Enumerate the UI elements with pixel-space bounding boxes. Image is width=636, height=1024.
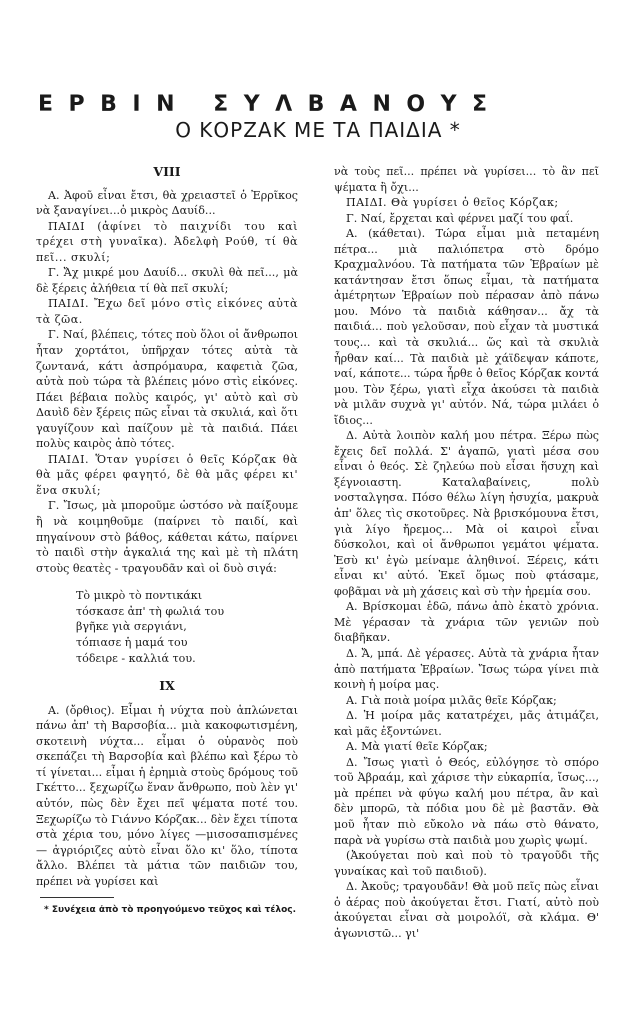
article-title: Ο ΚΟΡΖΑΚ ΜΕ ΤΑ ΠΑΙΔΙΑ * [175, 118, 461, 142]
paragraph: Α. Μὰ γιατί θεῖε Κόρζακ; [346, 740, 488, 754]
paragraph: Γ. Ναί, ἔρχεται καὶ φέρνει μαζί του φαΐ. [346, 211, 574, 225]
paragraph: ΠΑΙΔΙ. Ἔχω δεῖ μόνο στὶς εἰκόνες αὐτὰ τὰ ζῶα. [36, 297, 298, 326]
paragraph: Δ. Ἄ, μπά. Δὲ γέρασες. Αὐτὰ τὰ χνάρια ἦταν ἀπὸ πατήματα Ἑβραίων. Ἴσως τώρα γίνει πιὰ κοινὴ ἡ μοίρα μας. [334, 646, 599, 692]
paragraph: Α. (ὄρθιος). Εἶμαι ἡ νύχτα ποὺ ἁπλώνεται πάνω ἀπ' τὴ Βαρσοβία... μιὰ κακοφωτισμένη, σκοτεινὴ νύχτα... εἶμαι ὁ οὐρανὸς ποὺ σκεπάζει τὴ Βαρσοβία καὶ βλέπω καὶ ξέρω τὸ τί γίνεται... εἶμαι ἡ ἐρημιὰ στοὺς δρόμους τοῦ Γκέττο... ξεχωρίζω ἕναν ἄνθρωπο, ποὺ λὲν γι' αὐτόν, πὼς δὲν ἔχει πεῖ ψέματα ποτέ του. Ξεχωρίζω τὸ Γιάννο Κόρζακ... δὲν ἔχει τίποτα στὰ χέρια του, μόνο λίγες —μισοσαπισμένες— ἀγριόριζες αὐτὸ εἶναι ὅλο κι' ὅλο, τίποτα ἄλλο. Βλέπει τὰ μάτια τῶν παιδιῶν του, πρέπει νὰ γυρίσει καὶ [36, 703, 298, 888]
paragraph: Γ. Ναί, βλέπεις, τότες ποὺ ὅλοι οἱ ἄνθρωποι ἦταν χορτάτοι, ὑπῆρχαν τότες αὐτὰ τὰ ζωντανά, κάτι ἀσπρόμαυρα, καφετιὰ ζῶα, αὐτὰ ποὺ τώρα τὰ βλέπεις μόνο στὶς εἰκόνες. Πάει βέβαια πολὺς καιρός, γι' αὐτὸ καὶ σὺ Δαυὶδ δὲν ξέρεις πῶς εἶναι τὰ σκυλιά, καὶ ὅτι γαυγίζουν καὶ παίζουν μὲ τὰ παιδιά. Πάει πολὺς καιρὸς ἀπὸ τότες. [36, 328, 298, 451]
paragraph: Α. Γιὰ ποιὰ μοίρα μιλᾶς θεῖε Κόρζακ; [346, 693, 557, 707]
paragraph: ΠΑΙΔΙ (ἀφίνει τὸ παιχνίδι του καὶ τρέχει στὴ γυναῖκα). Ἀδελφὴ Ρούθ, τί θὰ πεῖ... σκυλί; [36, 219, 298, 264]
verse-line: Τὸ μικρὸ τὸ ποντικάκι [76, 589, 203, 603]
section-heading-viii: VIII [153, 164, 181, 179]
verse-line: τόδειρε - καλλιά του. [76, 651, 196, 665]
verse-line: τόσκασε ἀπ' τὴ φωλιά του [76, 604, 225, 618]
paragraph: Α. Βρίσκομαι ἐδῶ, πάνω ἀπὸ ἑκατὸ χρόνια. Μὲ γέρασαν τὰ χνάρια τῶν γενιῶν ποὺ διαβῆκαν. [334, 600, 599, 645]
verse-line: βγῆκε γιὰ σεργιάνι, [76, 620, 187, 634]
footnote: * Συνέχεια ἀπὸ τὸ προηγούμενο τεῦχος καὶ τέλος. [44, 905, 297, 915]
song-verse [76, 588, 298, 666]
section-heading-ix: IX [159, 678, 175, 694]
footnote-divider [40, 897, 114, 898]
paragraph: Δ. Αὐτὰ λοιπὸν καλή μου πέτρα. Ξέρω πὼς ἔχεις δεῖ πολλά. Σ' ἀγαπῶ, γιατὶ μέσα σου εἶναι ὁ θεός. Σὲ ζηλεύω ποὺ εἶσαι ἥσυχη καὶ ξέγνοιαστη. Καταλαβαίνεις, πολὺ νοσταλγησα. Πόσο θέλω λίγη ἡσυχία, μακρυὰ ἀπ' ὅλες τὶς σκοτοῦρες. Νὰ βρισκόμουνα ἔτσι, γιὰ λίγο ἤρεμος... Μὰ οἱ καιροὶ εἶναι δύσκολοι, καὶ οἱ ἄνθρωποι γεμάτοι ψέματα. Ἐσὺ κι' ἐγὼ μείναμε ἀληθινοί. Ξέρεις, κάτι εἶναι κι' αὐτό. Ἐκεῖ ὅμως ποὺ φτάσαμε, φοβᾶμαι νὰ μὴ χάσεις καὶ σὺ τὴν ἠρεμία σου. [334, 429, 599, 598]
paragraph: Γ. Ἴσως, μὰ μποροῦμε ὡστόσο νὰ παίξουμε ἢ νὰ κοιμηθοῦμε (παίρνει τὸ παιδί, καὶ πηγαίνουν στὸ βάθος, κάθεται κάτω, παίρνει τὸ παιδὶ στὴν ἀγκαλιά της καὶ μὲ τὴ πλάτη στοὺς θεατὲς - τραγουδᾶν καὶ οἱ δυὸ σιγά: [36, 499, 298, 575]
right-column [334, 164, 599, 941]
paragraph: Α. Ἀφοῦ εἶναι ἔτσι, θὰ χρειαστεῖ ὁ Ἐρρῖκος νὰ ξαναγίνει...ὁ μικρὸς Δαυίδ... [36, 188, 298, 218]
paragraph: Δ. Ἀκοῦς; τραγουδᾶν! Θὰ μοῦ πεῖς πὼς εἶναι ὁ ἀέρας ποὺ ἀκούγεται ἔτσι. Γιατί, αὐτὸ ποὺ ἀκούγεται εἶναι σὰ μοιρολόϊ, σὰ κλάμα. Θ' ἀγωνιστῶ... γι' [334, 880, 599, 940]
paragraph: Δ. Ἴσως γιατὶ ὁ Θεός, εὐλόγησε τὸ σπόρο τοῦ Ἀβραάμ, καὶ χάρισε τὴν εὐκαρπία, ἴσως..., μὰ πρέπει νὰ φύγω καλή μου πέτρα, ἂν καὶ δὲν μπορῶ, τὰ πόδια μου δὲ μὲ βαστᾶν. Θὰ μοῦ ἦταν πιὸ εὔκολο νὰ πάω στὸ θάνατο, παρὰ νὰ γυρίσω στὰ παιδιὰ μου χωρὶς ψωμί. [334, 755, 599, 847]
paragraph: νὰ τοὺς πεῖ... πρέπει νὰ γυρίσει... τὸ ἂν πεῖ ψέματα ἢ ὄχι... [334, 165, 599, 194]
left-column [36, 164, 298, 889]
paragraph: Γ. Ἄχ μικρέ μου Δαυίδ... σκυλὶ θὰ πεῖ..., μὰ δὲ ξέρεις ἀλήθεια τί θὰ πεῖ σκυλί; [36, 266, 298, 295]
paragraph: ΠΑΙΔΙ. Θὰ γυρίσει ὁ θεῖος Κόρζακ; [346, 196, 559, 210]
author-name: ΕΡΒΙΝ ΣΥΛΒΑΝΟΥΣ [38, 92, 503, 117]
paragraph: Α. (κάθεται). Τώρα εἶμαι μιὰ πεταμένη πέτρα... μιὰ παλιόπετρα στὸ δρόμο Κραχμαλνόου. Τὰ πατήματα τῶν Ἑβραίων μὲ κατάντησαν ἔτσι ὅπως εἶμαι, τὰ πατήματα ἀμέτρητων Ἑβραίων ποὺ πέρασαν ἀπὸ πάνω μου. Μόνο τὰ παιδιὰ κάθησαν... ἄχ τὰ παιδιά... ποὺ γελοῦσαν, ποὺ εἶχαν τὰ μυστικά τους... καὶ τὰ σκυλιά... ὥς καὶ τὰ σκυλιὰ ἦρθαν καί... Τὰ παιδιὰ μὲ χάϊδεψαν κάποτε, ναί, κάποτε... τώρα ἦρθε ὁ θεῖος Κόρζακ κοντά μου. Τὸν ξέρω, γιατὶ εἶχα ἀκούσει τὰ παιδιὰ νὰ μιλᾶν συχνὰ γι' αὐτόν. Νά, τώρα μιλάει ὁ ἴδιος... [334, 227, 599, 427]
paragraph: ΠΑΙΔΙ. Ὅταν γυρίσει ὁ θεῖς Κόρζακ θὰ θὰ μᾶς φέρει φαγητό, δὲ θὰ μᾶς φέρει κι' ἕνα σκυλί; [36, 452, 298, 497]
paragraph: Δ. Ἡ μοίρα μᾶς κατατρέχει, μᾶς ἀτιμάζει, καὶ μᾶς ἐξοντώνει. [334, 709, 599, 738]
stage-direction: (Ἀκούγεται ποὺ καὶ ποὺ τὸ τραγοῦδι τῆς γυναίκας καὶ τοῦ παιδιοῦ). [334, 849, 599, 878]
verse-line: τόπιασε ἡ μαμά του [76, 636, 188, 649]
